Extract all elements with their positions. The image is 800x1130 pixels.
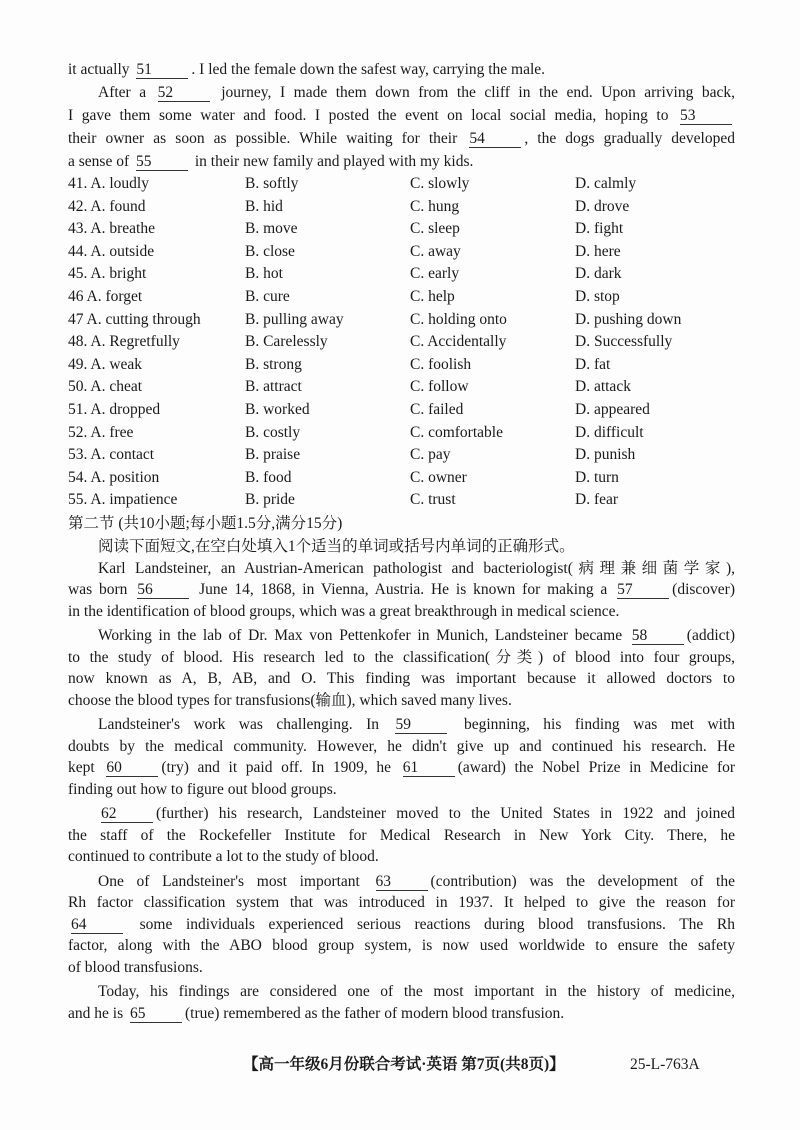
option-50-A: 50. A. cheat [68, 378, 143, 396]
text-line [68, 690, 735, 712]
option-55-C: C. trust [410, 491, 456, 509]
text-segment: Landsteiner's work was challenging. In [98, 716, 393, 734]
option-53-B: B. praise [245, 446, 301, 464]
option-46-C: C. help [410, 287, 455, 305]
text-segment: it actually [68, 61, 134, 78]
answer-blank: 65 [130, 1005, 182, 1023]
paragraph [68, 714, 735, 800]
text-segment: June 14, 1868, in Vienna, Austria. He is known for making a [192, 581, 615, 599]
option-54-C: C. owner [410, 468, 467, 486]
text-segment: finding out how to figure out blood groups. [68, 780, 337, 798]
option-41-D: D. calmly [575, 175, 637, 192]
answer-blank: 51 [136, 61, 188, 79]
text-line [68, 150, 735, 173]
text-line [68, 803, 735, 825]
section-instruction: 阅读下面短文,在空白处填入1个适当的单词或括号内单词的正确形式。 [98, 537, 575, 555]
text-line [68, 892, 735, 914]
option-53-C: C. pay [410, 446, 451, 464]
text-segment: I gave them some water and food. I posted the event on local social media, hoping to [68, 107, 677, 124]
option-44-B: B. close [245, 242, 295, 260]
text-segment: their owner as soon as possible. While waiting for their [68, 130, 467, 147]
text-line [68, 104, 735, 127]
text-segment: kept [68, 759, 104, 777]
option-47-B: B. pulling away [245, 310, 344, 328]
option-49-B: B. strong [245, 355, 302, 373]
option-44-C: C. away [410, 242, 461, 260]
option-49-A: 49. A. weak [68, 355, 143, 373]
text-segment: a sense of [68, 153, 133, 170]
option-45-D: D. dark [575, 265, 622, 283]
option-51-C: C. failed [410, 400, 464, 418]
answer-blank: 62 [101, 805, 153, 823]
answer-blank: 60 [106, 759, 158, 777]
option-50-C: C. follow [410, 378, 469, 396]
option-54-A: 54. A. position [68, 468, 160, 486]
text-line [68, 601, 735, 623]
text-segment: (try) and it paid off. In 1909, he [161, 759, 400, 777]
text-segment: the staff of the Rockefeller Institute for Medical Research in New York City. There, he [68, 826, 735, 844]
option-44-A: 44. A. outside [68, 242, 155, 260]
text-segment: (further) his research, Landsteiner moved to the United States in 1922 and joined [156, 805, 735, 823]
option-41-C: C. slowly [410, 175, 470, 192]
option-47-A: 47 A. cutting through [68, 310, 201, 328]
text-line [68, 825, 735, 847]
text-segment: to the study of blood. His research led to the classification(分类) of blood into four groups, [68, 648, 735, 666]
text-segment: (addict) [686, 627, 735, 645]
text-segment: Karl Landsteiner, an Austrian-American pathologist and bacteriologist(病理兼细菌学家), [98, 559, 735, 577]
paragraph [68, 625, 735, 711]
text-segment: journey, I made them down from the cliff in the end. Upon arriving back, [212, 84, 735, 101]
passage-part-1 [68, 58, 735, 173]
text-segment: (award) the Nobel Prize in Medicine for [457, 759, 736, 777]
text-segment: in the identification of blood groups, which was a great breakthrough in medical science. [68, 602, 620, 620]
text-segment: of blood transfusions. [68, 958, 203, 976]
answer-blank: 58 [632, 627, 684, 645]
text-segment: (true) remembered as the father of modern blood transfusion. [184, 1004, 565, 1022]
paragraph [68, 981, 735, 1024]
answer-blank: 63 [376, 873, 428, 891]
option-48-D: D. Successfully [575, 333, 673, 351]
answer-blank: 57 [617, 581, 669, 599]
option-52-C: C. comfortable [410, 423, 503, 441]
option-51-D: D. appeared [575, 400, 650, 418]
option-42-C: C. hung [410, 197, 460, 215]
option-41-B: B. softly [245, 175, 299, 192]
option-45-C: C. early [410, 265, 460, 283]
option-43-A: 43. A. breathe [68, 220, 155, 238]
paragraph [68, 558, 735, 623]
option-55-B: B. pride [245, 491, 295, 509]
answer-blank: 61 [403, 759, 455, 777]
option-42-B: B. hid [245, 197, 283, 215]
answer-options [68, 173, 735, 512]
text-segment: doubts by the medical community. However, he didn't give up and continued his research. He [68, 737, 735, 755]
option-53-A: 53. A. contact [68, 446, 155, 464]
answer-blank: 54 [469, 130, 521, 148]
answer-blank: 55 [136, 153, 188, 171]
text-segment: in their new family and played with my kids. [191, 153, 474, 170]
option-45-A: 45. A. bright [68, 265, 147, 283]
option-44-D: D. here [575, 242, 621, 260]
text-segment: some individuals experienced serious reactions during blood transfusions. The Rh [126, 915, 735, 933]
text-segment: , the dogs gradually developed [524, 130, 735, 147]
option-50-B: B. attract [245, 378, 302, 396]
text-line [68, 957, 735, 979]
paragraph [68, 58, 735, 81]
text-line [68, 935, 735, 957]
option-50-D: D. attack [575, 378, 631, 396]
text-line [68, 647, 735, 669]
option-55-A: 55. A. impatience [68, 491, 178, 509]
content [68, 58, 735, 1024]
text-segment: was born [68, 581, 135, 599]
option-52-B: B. costly [245, 423, 301, 441]
text-segment: One of Landsteiner's most important [98, 872, 373, 890]
text-line [68, 846, 735, 868]
option-49-D: D. fat [575, 355, 611, 373]
option-43-C: C. sleep [410, 220, 460, 238]
text-segment: continued to contribute a lot to the study of blood. [68, 848, 379, 866]
option-48-A: 48. A. Regretfully [68, 333, 180, 351]
option-46-A: 46 A. forget [68, 287, 143, 305]
option-54-D: D. turn [575, 468, 619, 486]
answer-blank: 52 [158, 84, 210, 102]
option-46-D: D. stop [575, 287, 620, 305]
answer-blank: 53 [680, 107, 732, 125]
paragraph [68, 871, 735, 979]
option-47-C: C. holding onto [410, 310, 507, 328]
option-54-B: B. food [245, 468, 292, 486]
option-42-A: 42. A. found [68, 197, 146, 215]
text-segment: (contribution) was the development of the [430, 872, 735, 890]
option-52-D: D. difficult [575, 423, 644, 441]
option-41-A: 41. A. loudly [68, 175, 149, 192]
section-title: 第二节 (共10小题;每小题1.5分,满分15分) [68, 514, 343, 532]
option-47-D: D. pushing down [575, 310, 682, 328]
option-52-A: 52. A. free [68, 423, 134, 441]
text-segment: and he is [68, 1004, 127, 1022]
text-line [68, 127, 735, 150]
option-53-D: D. punish [575, 446, 636, 464]
text-line [68, 668, 735, 690]
text-line [68, 81, 735, 104]
text-line [68, 714, 735, 736]
text-line [68, 625, 735, 647]
text-segment: After a [98, 84, 155, 101]
option-51-B: B. worked [245, 400, 310, 418]
option-43-B: B. move [245, 220, 298, 238]
text-line [68, 58, 735, 81]
option-46-B: B. cure [245, 287, 290, 305]
text-line [68, 871, 735, 893]
text-line [68, 579, 735, 601]
text-segment: (discover) [672, 581, 735, 599]
text-line [68, 757, 735, 779]
option-49-C: C. foolish [410, 355, 472, 373]
option-42-D: D. drove [575, 197, 630, 215]
footer-code: 25-L-763A [630, 1056, 700, 1073]
option-48-C: C. Accidentally [410, 333, 507, 351]
text-line [68, 558, 735, 580]
answer-blank: 56 [137, 581, 189, 599]
text-segment: factor, along with the ABO blood group system, is now used worldwide to ensure the safety [68, 937, 735, 955]
text-segment: Rh factor classification system that was introduced in 1937. It helped to give the reason for [68, 894, 735, 912]
paragraph [68, 81, 735, 173]
text-line [68, 914, 735, 936]
option-43-D: D. fight [575, 220, 624, 238]
text-line [68, 1003, 735, 1025]
text-segment: now known as A, B, AB, and O. This finding was important because it allowed doctors to [68, 670, 735, 688]
text-segment: beginning, his finding was met with [450, 716, 736, 734]
text-segment: Working in the lab of Dr. Max von Pettenkofer in Munich, Landsteiner became [98, 627, 629, 645]
footer-title: 【高一年级6月份联合考试·英语 第7页(共8页)】 [243, 1056, 565, 1073]
text-segment: Today, his findings are considered one of the most important in the history of medicine, [98, 983, 735, 1001]
option-51-A: 51. A. dropped [68, 400, 161, 418]
answer-blank: 59 [395, 716, 447, 734]
option-55-D: D. fear [575, 491, 619, 509]
paragraph [68, 803, 735, 868]
answer-blank: 64 [71, 916, 123, 934]
text-segment: choose the blood types for transfusions(输血), which saved many lives. [68, 691, 512, 709]
option-48-B: B. Carelessly [245, 333, 328, 351]
text-line [68, 736, 735, 758]
passage-part-2 [68, 558, 735, 1025]
text-segment: . I led the female down the safest way, carrying the male. [191, 61, 546, 78]
option-45-B: B. hot [245, 265, 283, 283]
text-line [68, 779, 735, 801]
text-line [68, 981, 735, 1003]
